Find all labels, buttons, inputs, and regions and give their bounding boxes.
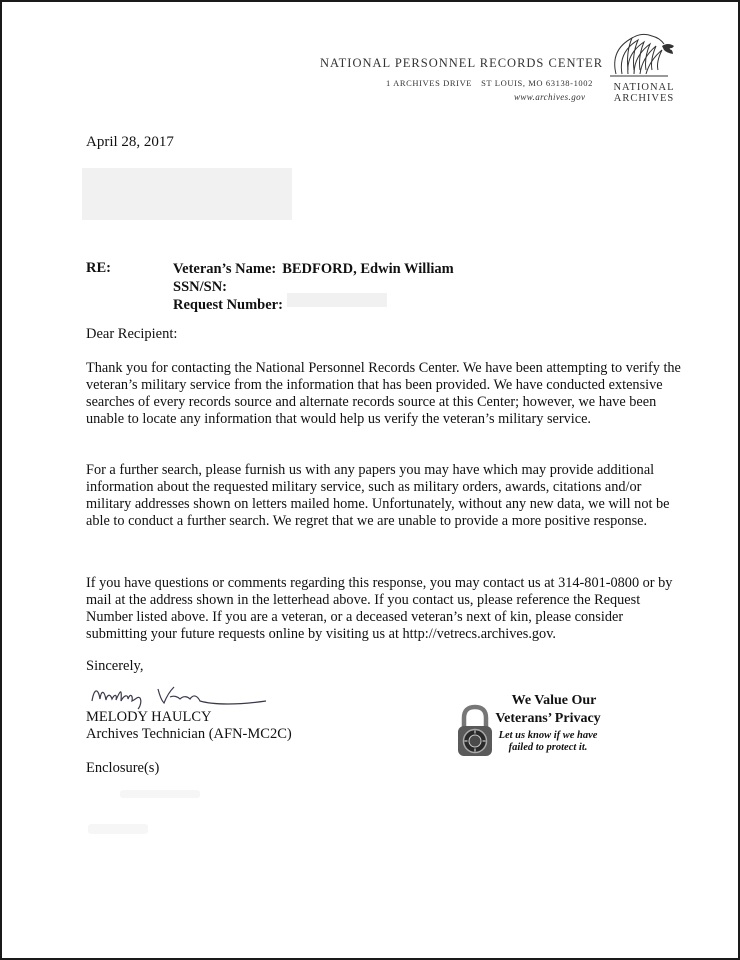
closing: Sincerely, [86, 658, 144, 674]
ssn-label: SSN/SN: [173, 279, 227, 295]
letterhead-address [386, 78, 593, 88]
body-paragraph-1: Thank you for contacting the National Personnel Records Center. We have been attempting to verify the veteran’s military service from the information that has been provided. We have conducted extensive searches of every records source and alternate records source at this Center; however, we have been unable to locate any information that would help us verify the veteran’s military service. [86, 360, 681, 427]
handwritten-signature [88, 679, 268, 713]
letterhead-street: 1 ARCHIVES DRIVE [386, 78, 473, 88]
body-paragraph-2: For a further search, please furnish us with any papers you may have which may provide additional information about the requested military service, such as military orders, awards, citations and/or military addresses shown on letters mailed home. Unfortunately, without any new data, we will not be able to conduct a further search. We regret that we are unable to provide a more positive response. [86, 462, 670, 529]
redacted-request-number [287, 293, 387, 307]
privacy-subtitle-line-2: failed to protect it. [508, 742, 588, 753]
logo-word-archives: ARCHIVES [613, 93, 675, 104]
privacy-title-line-1: We Value Our [511, 693, 597, 708]
enclosure-note: Enclosure(s) [86, 760, 160, 776]
signer-title: Archives Technician (AFN-MC2C) [86, 726, 292, 742]
request-number-label: Request Number: [173, 297, 283, 313]
veteran-name-label: Veteran’s Name: [173, 261, 277, 277]
letter-date: April 28, 2017 [86, 134, 174, 150]
privacy-title-line-2: Veterans’ Privacy [495, 711, 601, 726]
letterhead-city: ST LOUIS, MO 63138-1002 [481, 78, 593, 88]
letterhead-title: NATIONAL PERSONNEL RECORDS CENTER [320, 56, 604, 70]
logo-wordmark [608, 82, 680, 104]
scan-smudge [120, 790, 200, 798]
body-paragraph-3: If you have questions or comments regarding this response, you may contact us at 314-801-0800 or by mail at the address shown in the letterhead above. If you contact us, please reference the Request Number listed above. If you are a veteran, or a deceased veteran’s next of kin, please consider submitting your future requests online by visiting us at http://vetrecs.archives.gov. [86, 575, 673, 642]
re-label: RE: [86, 260, 111, 276]
veteran-name-row [173, 260, 454, 278]
redacted-recipient-address [82, 168, 292, 220]
eagle-logo-icon [602, 30, 682, 80]
logo-word-national: NATIONAL [613, 82, 675, 93]
scan-smudge [88, 824, 148, 834]
privacy-subtitle-line-1: Let us know if we have [498, 730, 598, 741]
signer-name: MELODY HAULCY [86, 709, 212, 725]
salutation: Dear Recipient: [86, 326, 178, 342]
veteran-name-value: BEDFORD, Edwin William [282, 261, 454, 277]
letterhead-website: www.archives.gov [514, 92, 586, 102]
